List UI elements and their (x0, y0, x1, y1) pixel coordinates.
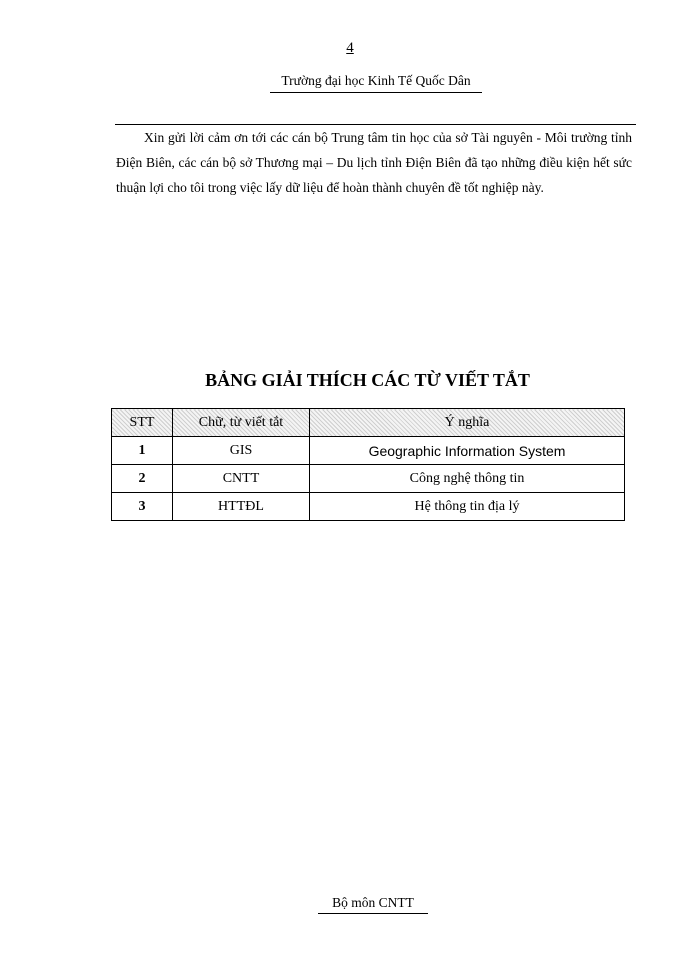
column-header-stt: STT (112, 409, 173, 437)
table-row (112, 465, 625, 493)
row-meaning: Hệ thông tin địa lý (310, 493, 625, 521)
row-stt: 1 (112, 437, 173, 465)
column-header-abbreviation: Chữ, từ viết tắt (173, 409, 310, 437)
row-stt: 3 (112, 493, 173, 521)
table-header-row (112, 409, 625, 437)
footer-department: Bộ môn CNTT (318, 895, 428, 914)
abbreviation-table (111, 408, 625, 521)
acknowledgement-paragraph: Xin gửi lời cảm ơn tới các cán bộ Trung tâm tin học của sở Tài nguyên - Môi trường tỉnh Điện Biên, các cán bộ sở Thương mại – Du lịch tỉnh Điện Biên đã tạo những điều kiện hết sức thuận lợi cho tôi trong việc lấy dữ liệu để hoàn thành chuyên đề tốt nghiệp này. (116, 130, 632, 195)
row-stt: 2 (112, 465, 173, 493)
header-university-name: Trường đại học Kinh Tế Quốc Dân (270, 73, 482, 93)
table-row (112, 437, 625, 465)
row-abbreviation: HTTĐL (173, 493, 310, 521)
row-abbreviation: CNTT (173, 465, 310, 493)
column-header-meaning: Ý nghĩa (310, 409, 625, 437)
row-meaning: Công nghệ thông tin (310, 465, 625, 493)
row-meaning: Geographic Information System (310, 437, 625, 465)
page-number: 4 (346, 40, 354, 56)
row-abbreviation: GIS (173, 437, 310, 465)
abbreviation-table-title: BẢNG GIẢI THÍCH CÁC TỪ VIẾT TẮT (205, 370, 530, 390)
table-row (112, 493, 625, 521)
